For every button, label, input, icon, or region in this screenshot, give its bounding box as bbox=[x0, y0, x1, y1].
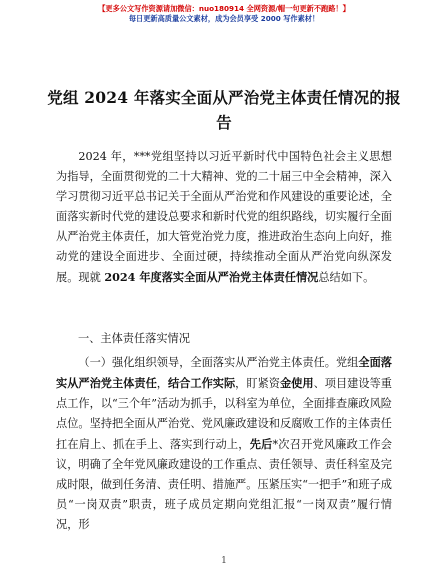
section-text-3: ，盯紧资 bbox=[235, 377, 280, 390]
section-emphasis-3: 金使用 bbox=[279, 376, 314, 390]
intro-emphasis: 2024 年度落实全面从严治党主体责任情况 bbox=[104, 270, 319, 284]
section-paragraph bbox=[56, 352, 392, 535]
document-title: 党组 2024 年落实全面从严治党主体责任情况的报告 bbox=[47, 88, 401, 132]
section-text-5: 上， bbox=[226, 438, 250, 451]
section-glyph: 动 bbox=[215, 438, 227, 451]
intro-paragraph bbox=[56, 147, 392, 288]
promo-banner-line2: 每日更新高质量公文素材，成为会员享受 2000 写作素材！ bbox=[128, 14, 320, 23]
section-text-4: 、项目建设等重点工作，以“三个年”活动为抓手，以科室为单位，全面排查廉政风险点位。坚持把全面从严治党、党风廉政建设和反腐败工作的主体责任扛在肩上、抓在手上、落实到行 bbox=[56, 377, 392, 451]
page-number: 1 bbox=[221, 556, 227, 566]
section-emphasis-4: 先后 bbox=[249, 437, 273, 451]
section-text-1: （一）强化组织领导，全面落实从严治党主体责任。党组 bbox=[78, 356, 359, 369]
intro-text-end: 总结如下。 bbox=[318, 271, 375, 284]
promo-banner-line1: 【更多公文写作资源请加微信：nuo180914 全网资源/帽一句更新不跑路！】 bbox=[98, 4, 350, 13]
intro-text: 2024 年，***党组坚持以习近平新时代中国特色社会主义思想为指导，全面贯彻党的二十大精神、党的二十届三中全会精神，深入学习贯彻习近平总书记关于全面从严治党和作风建设的重要论述，全面落实新时代党的建设总要求和新时代党的组织路线，切实履行全面从严治党主体责任，加大管党治党力度，推进政治生态向上向好，推动党的建设全面进步、全面过硬，持续推动全面从严治党向纵深发展。现就 bbox=[56, 150, 392, 284]
section-emphasis-2: 结合工作实际 bbox=[167, 376, 236, 390]
promo-banner bbox=[0, 4, 448, 24]
section-heading: 一、主体责任落实情况 bbox=[78, 332, 190, 345]
section-emphasis-1: 全面落实从严治党主体责任 bbox=[56, 355, 392, 390]
section-text-2: ， bbox=[156, 377, 168, 390]
section-text-6: *次召开党风廉政工作会议，明确了全年党风廉政建设的工作重点、责任领导、责任科室及完成时限，做到任务清、责任明、措施严。压紧压实“一把手”和班子成员“一岗双责”职责，班子成员定期向党组汇报“一岗双责”履行情况，形 bbox=[56, 438, 392, 531]
